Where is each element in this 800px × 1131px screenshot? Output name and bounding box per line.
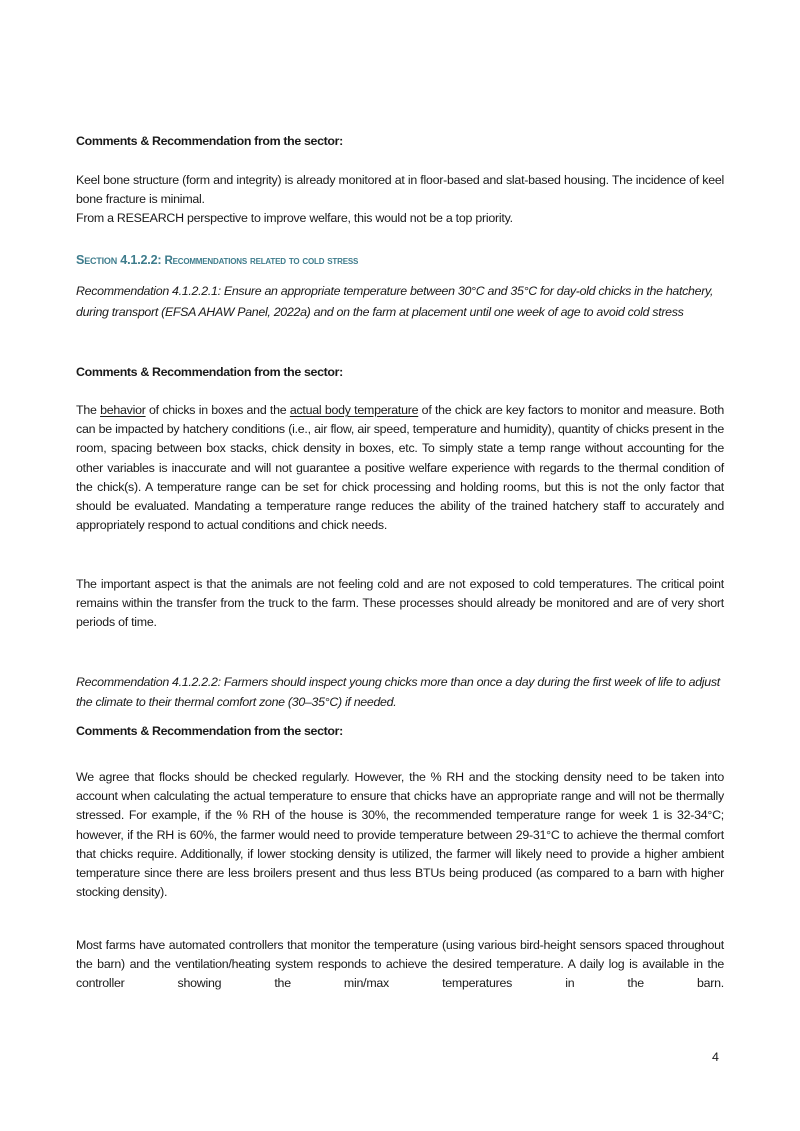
page-number: 4 bbox=[712, 1050, 719, 1064]
section-title: Recommendations related to cold stress bbox=[164, 254, 359, 267]
text-run: of chicks in boxes and the bbox=[145, 403, 290, 417]
underlined-behavior: behavior bbox=[100, 403, 146, 417]
important-aspect-paragraph: The important aspect is that the animals are not feeling cold and are not exposed to cold temperatures. The critical point remains within the transfer from the truck to the farm. These processes should already be monitored and are of very short periods of time. bbox=[76, 577, 724, 630]
comments-heading-1: Comments & Recommendation from the sector: bbox=[76, 134, 343, 148]
agree-paragraph: We agree that flocks should be checked regularly. However, the % RH and the stocking density need to be taken into account when calculating the actual temperature to ensure that chicks have an appropriate range and will not be thermally stressed. For example, if the % RH of the house is 30%, the recommended temperature range for week 1 is 32-34°C; however, if the RH is 60%, the farmer would need to provide temperature between 29-31°C to achieve the thermal comfort that chicks require. Additionally, if lower stocking density is utilized, the farmer will likely need to provide a higher ambient temperature since there are less broilers present and thus less BTUs being produced (as compared to a barn with higher stocking density). bbox=[76, 770, 724, 900]
controllers-paragraph: Most farms have automated controllers that monitor the temperature (using various bird-height sensors spaced throughout the barn) and the ventilation/heating system responds to achieve the desired temperature. A daily log is available in the controller showing the min/max temperatures in the barn. bbox=[76, 938, 724, 991]
comments-heading-3: Comments & Recommendation from the sector: bbox=[76, 724, 343, 738]
recommendation-4-1-2-2-2: Recommendation 4.1.2.2.2: Farmers should inspect young chicks more than once a day during the first week of life to adjust the climate to their thermal comfort zone (30–35°C) if needed. bbox=[76, 675, 720, 709]
recommendation-4-1-2-2-1: Recommendation 4.1.2.2.1: Ensure an appropriate temperature between 30°C and 35°C for day-old chicks in the hatchery, during transport (EFSA AHAW Panel, 2022a) and on the farm at placement until one week of age to avoid cold stress bbox=[76, 284, 714, 319]
comments-heading-2: Comments & Recommendation from the sector: bbox=[76, 365, 343, 379]
keel-bone-paragraph bbox=[76, 171, 724, 229]
keel-bone-text: Keel bone structure (form and integrity) is already monitored at in floor-based and slat-based housing. The incidence of keel bone fracture is minimal. bbox=[76, 173, 724, 207]
section-number: Section 4.1.2.2: bbox=[76, 253, 162, 267]
text-run: of the chick are key factors to monitor and measure. Both can be impacted by hatchery conditions (i.e., air flow, air speed, temperature and humidity), quantity of chicks present in the room, spacing between box stacks, chick density in boxes, etc. To simply state a temp range without accounting for the other variables is inaccurate and will not guarantee a positive welfare experience with regards to the thermal condition of the chick(s). A temperature range can be set for chick processing and holding rooms, but this is not the only factor that should be evaluated. Mandating a temperature range reduces the ability of the trained hatchery staff to accurately and appropriately respond to actual conditions and chick needs. bbox=[76, 403, 725, 533]
section-heading bbox=[76, 251, 724, 270]
underlined-body-temperature: actual body temperature bbox=[289, 403, 419, 417]
research-priority-text: From a RESEARCH perspective to improve welfare, this would not be a top priority. bbox=[76, 211, 513, 226]
text-run: The bbox=[76, 403, 101, 417]
behavior-paragraph bbox=[76, 401, 724, 535]
